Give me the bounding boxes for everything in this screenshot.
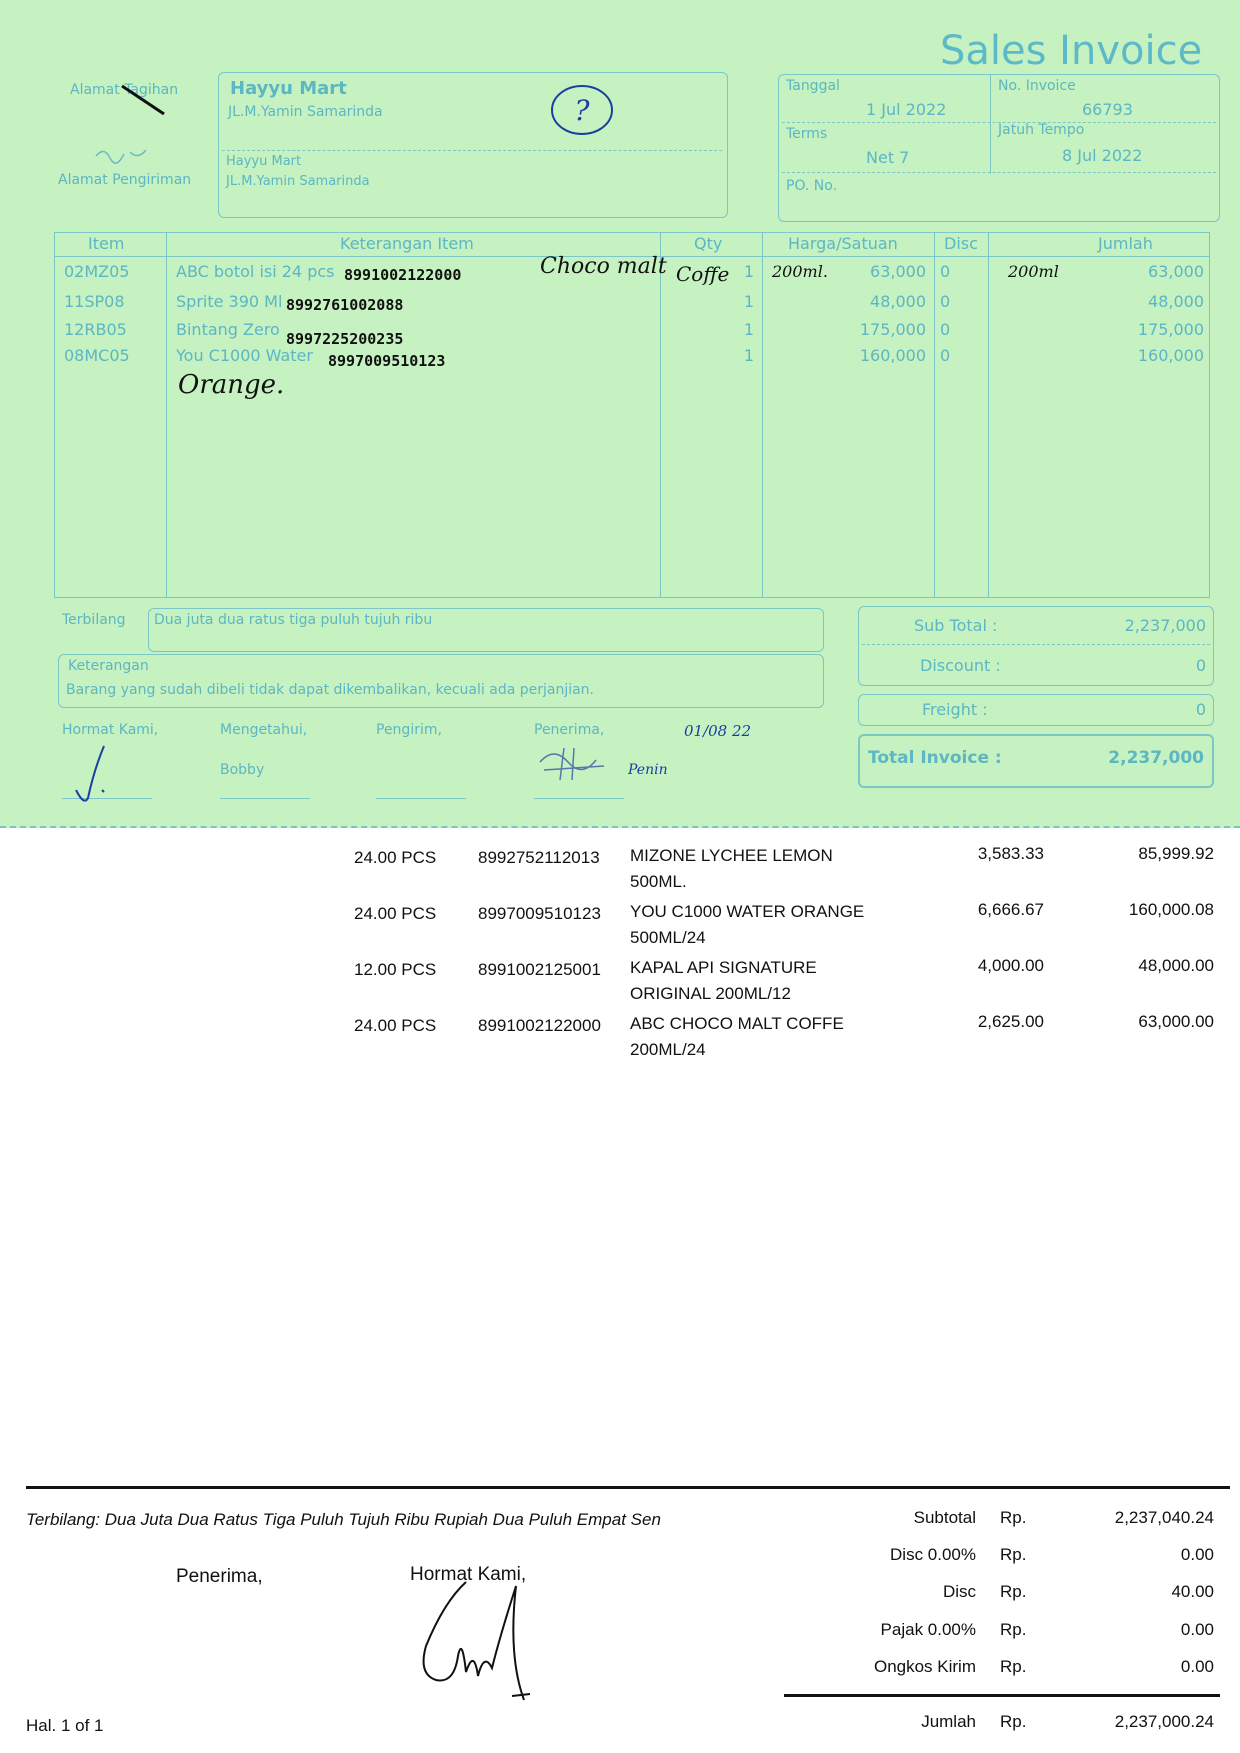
print-row-amount: 63,000.00	[1138, 1012, 1214, 1031]
footer-rule	[26, 1486, 1230, 1489]
row-disc: 0	[940, 320, 951, 339]
print-row-price: 2,625.00	[977, 1012, 1044, 1031]
col-header-desc: Keterangan Item	[340, 234, 474, 253]
keterangan-label: Keterangan	[68, 658, 149, 674]
print-row-amount: 160,000.08	[1128, 900, 1214, 919]
print-row-code: 8992752112013	[478, 848, 600, 867]
print-row-desc-1: YOU C1000 WATER ORANGE	[630, 902, 865, 921]
print-total-label: Ongkos Kirim	[873, 1657, 976, 1676]
subtotal-label: Sub Total :	[914, 616, 998, 635]
handwritten-200ml: 200ml.	[772, 262, 828, 281]
terms-value: Net 7	[866, 148, 910, 167]
print-total-label: Subtotal	[913, 1508, 976, 1527]
total-invoice-label: Total Invoice :	[868, 748, 1002, 768]
freight-label: Freight :	[922, 700, 988, 719]
ship-address: JL.M.Yamin Samarinda	[226, 174, 370, 189]
meta-row-divider-2	[782, 172, 1216, 173]
print-currency: Rp.	[1000, 1508, 1027, 1527]
row-total: 160,000	[1137, 346, 1204, 365]
print-row-price: 3,583.33	[977, 844, 1044, 863]
handwritten-orange: Orange.	[178, 370, 285, 400]
print-penerima-label: Penerima,	[176, 1566, 263, 1587]
page-number: Hal. 1 of 1	[26, 1716, 104, 1735]
subtotal-divider	[862, 644, 1210, 645]
print-row-desc-2: 500ML.	[630, 872, 687, 891]
print-row-price: 4,000.00	[977, 956, 1044, 975]
signature-penerima-icon	[534, 740, 634, 784]
print-row-amount: 48,000.00	[1138, 956, 1214, 975]
invoice-no-label: No. Invoice	[998, 78, 1076, 94]
scribble-mark-icon	[92, 142, 152, 168]
date-label: Tanggal	[786, 78, 840, 94]
print-total-value: 0.00	[1180, 1657, 1214, 1676]
sig-pengirim-label: Pengirim,	[376, 722, 442, 738]
row-qty: 1	[743, 346, 754, 365]
row-price: 63,000	[870, 262, 926, 281]
row-disc: 0	[940, 292, 951, 311]
handwritten-200ml-b: 200ml	[1008, 262, 1059, 281]
row-qty: 1	[743, 292, 754, 311]
strike-mark-icon	[118, 82, 170, 118]
print-jumlah-label: Jumlah	[921, 1712, 976, 1731]
row-item-code: 11SP08	[64, 292, 125, 311]
print-row-code: 8997009510123	[478, 904, 601, 923]
print-terbilang: Terbilang: Dua Juta Dua Ratus Tiga Puluh Tujuh Ribu Rupiah Dua Puluh Empat Sen	[26, 1510, 661, 1529]
handwritten-barcode: 8991002122000	[344, 266, 462, 284]
print-row-desc-2: 200ML/24	[630, 1040, 706, 1059]
col-divider-item	[166, 232, 167, 598]
sig-hormat-label: Hormat Kami,	[62, 722, 159, 738]
sig-line-mengetahui	[220, 798, 310, 799]
terbilang-label: Terbilang	[62, 612, 126, 628]
invoice-no-value: 66793	[1082, 100, 1133, 119]
row-disc: 0	[940, 346, 951, 365]
print-row-desc-1: MIZONE LYCHEE LEMON	[630, 846, 833, 865]
date-value: 1 Jul 2022	[866, 100, 947, 119]
signature-hormat-icon	[64, 740, 134, 806]
due-label: Jatuh Tempo	[998, 122, 1085, 138]
ship-to-label: Alamat Pengiriman	[58, 172, 192, 188]
row-qty: 1	[743, 262, 754, 281]
address-divider	[222, 150, 722, 151]
print-total-label: Disc 0.00%	[890, 1545, 976, 1564]
print-total-label: Disc	[942, 1582, 976, 1601]
col-header-disc: Disc	[944, 234, 978, 253]
print-row-qty: 24.00 PCS	[354, 1016, 437, 1035]
handwritten-choco-malt: Choco malt	[540, 254, 667, 279]
print-total-value: 40.00	[1171, 1582, 1214, 1601]
col-header-item: Item	[88, 234, 125, 253]
svg-text:?: ?	[574, 94, 590, 127]
print-currency: Rp.	[1000, 1582, 1027, 1601]
freight-value: 0	[1195, 700, 1206, 719]
handwritten-barcode: 8992761002088	[286, 296, 404, 314]
row-description: You C1000 Water	[176, 346, 313, 365]
row-item-code: 08MC05	[64, 346, 130, 365]
sig-penerima-label: Penerima,	[534, 722, 605, 738]
print-row-desc-1: KAPAL API SIGNATURE	[630, 958, 817, 977]
print-currency: Rp.	[1000, 1657, 1027, 1676]
row-total: 175,000	[1137, 320, 1204, 339]
print-row-code: 8991002125001	[478, 960, 601, 979]
col-header-total: Jumlah	[1098, 234, 1153, 253]
handwritten-coffe: Coffe	[676, 262, 730, 286]
row-item-code: 12RB05	[64, 320, 127, 339]
row-price: 160,000	[859, 346, 926, 365]
terms-label: Terms	[786, 126, 828, 142]
question-circle-icon	[548, 82, 618, 140]
sig-line-pengirim	[376, 798, 466, 799]
row-total: 48,000	[1148, 292, 1204, 311]
jumlah-rule	[784, 1694, 1220, 1697]
print-row-qty: 24.00 PCS	[354, 904, 437, 923]
row-item-code: 02MZ05	[64, 262, 130, 281]
print-currency: Rp.	[1000, 1712, 1027, 1731]
bill-address: JL.M.Yamin Samarinda	[228, 104, 383, 120]
col-divider-desc	[660, 232, 661, 598]
print-currency: Rp.	[1000, 1545, 1027, 1564]
discount-label: Discount :	[920, 656, 1001, 675]
print-row-desc-1: ABC CHOCO MALT COFFE	[630, 1014, 844, 1033]
ship-name: Hayyu Mart	[226, 154, 302, 169]
bill-name: Hayyu Mart	[230, 78, 347, 99]
print-total-value: 2,237,040.24	[1114, 1508, 1214, 1527]
row-description: Sprite 390 Ml	[176, 292, 283, 311]
sig-line-penerima	[534, 798, 624, 799]
print-row-desc-2: ORIGINAL 200ML/12	[630, 984, 791, 1003]
print-hormat-label: Hormat Kami,	[410, 1564, 527, 1585]
invoice-title: Sales Invoice	[940, 28, 1203, 74]
col-divider-price	[934, 232, 935, 598]
col-header-qty: Qty	[694, 234, 723, 253]
due-value: 8 Jul 2022	[1062, 146, 1143, 165]
sales-invoice-slip	[0, 0, 1240, 828]
row-description: ABC botol isi 24 pcs	[176, 262, 335, 281]
row-qty: 1	[743, 320, 754, 339]
signature-hormat-print-icon	[404, 1576, 544, 1722]
print-total-label: Pajak 0.00%	[880, 1620, 976, 1639]
row-price: 175,000	[859, 320, 926, 339]
print-total-value: 0.00	[1180, 1545, 1214, 1564]
handwritten-receiver-name: Penin	[628, 762, 668, 778]
handwritten-barcode: 8997225200235	[286, 330, 404, 348]
po-label: PO. No.	[786, 178, 838, 194]
print-row-qty: 24.00 PCS	[354, 848, 437, 867]
meta-divider	[990, 74, 991, 174]
row-disc: 0	[940, 262, 951, 281]
row-price: 48,000	[870, 292, 926, 311]
print-row-code: 8991002122000	[478, 1016, 601, 1035]
subtotal-value: 2,237,000	[1124, 616, 1206, 635]
handwritten-barcode: 8997009510123	[328, 352, 446, 370]
terbilang-value: Dua juta dua ratus tiga puluh tujuh ribu	[154, 612, 433, 628]
keterangan-value: Barang yang sudah dibeli tidak dapat dikembalikan, kecuali ada perjanjian.	[66, 682, 595, 698]
total-invoice-value: 2,237,000	[1108, 748, 1204, 768]
col-header-price: Harga/Satuan	[788, 234, 898, 253]
print-row-price: 6,666.67	[977, 900, 1044, 919]
sig-mengetahui-name: Bobby	[220, 762, 265, 778]
col-divider-qty	[762, 232, 763, 598]
discount-value: 0	[1195, 656, 1206, 675]
row-description: Bintang Zero	[176, 320, 280, 339]
handwritten-date: 01/08 22	[684, 722, 752, 740]
sig-mengetahui-label: Mengetahui,	[220, 722, 308, 738]
invoice-meta-box	[778, 74, 1220, 222]
row-total: 63,000	[1148, 262, 1204, 281]
bill-to-label: Alamat Tagihan	[70, 82, 179, 98]
print-jumlah-value: 2,237,000.24	[1114, 1712, 1214, 1731]
print-row-qty: 12.00 PCS	[354, 960, 437, 979]
print-currency: Rp.	[1000, 1620, 1027, 1639]
print-row-desc-2: 500ML/24	[630, 928, 706, 947]
col-divider-disc	[988, 232, 989, 598]
item-table	[54, 232, 1210, 598]
print-total-value: 0.00	[1180, 1620, 1214, 1639]
keterangan-box	[58, 654, 824, 708]
print-row-amount: 85,999.92	[1138, 844, 1214, 863]
